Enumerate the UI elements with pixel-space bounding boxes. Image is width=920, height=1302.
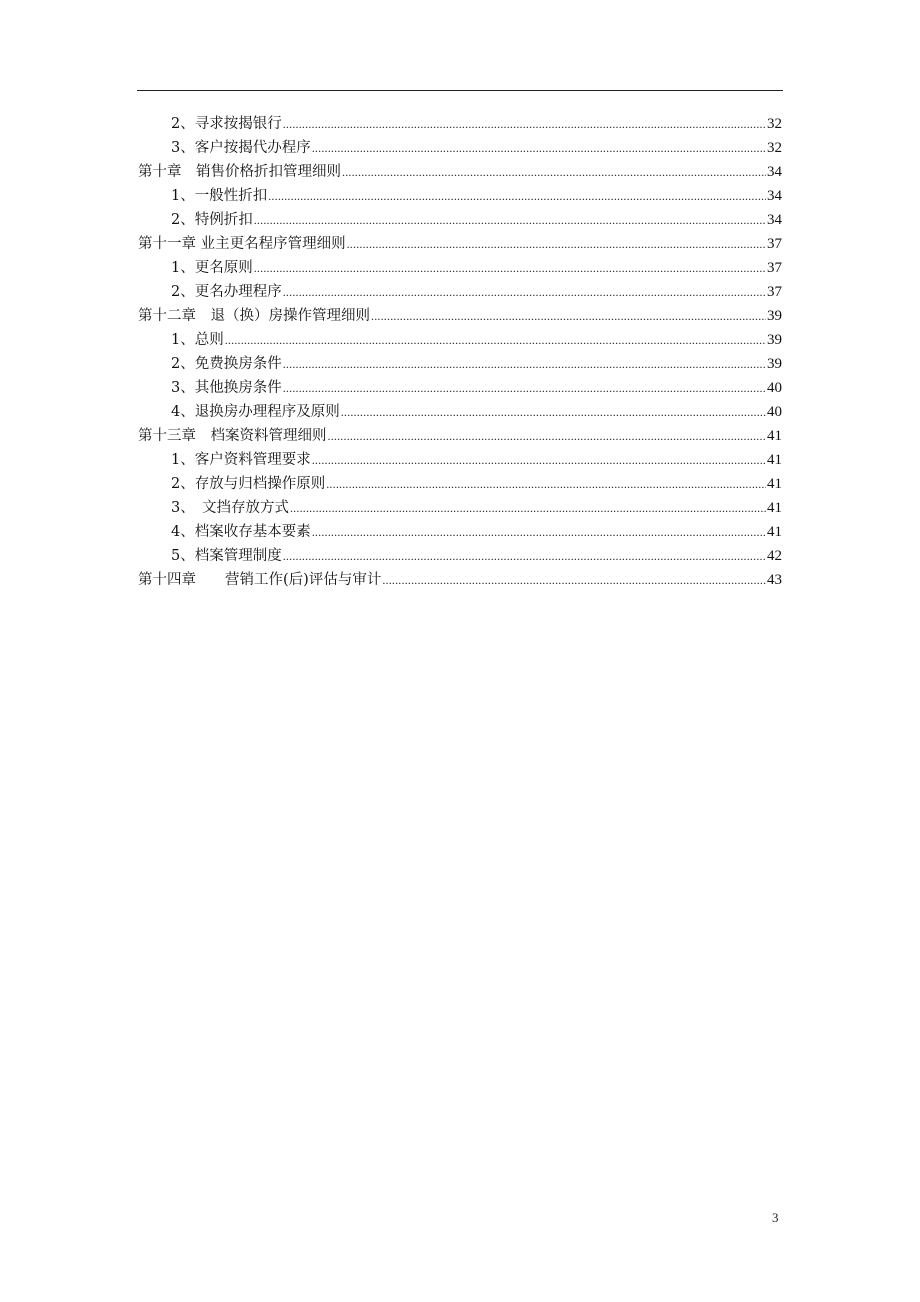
toc-entry-title: 1、一般性折扣 [171,188,268,204]
toc-entry-page: 41 [767,500,782,516]
toc-entry-page: 39 [767,356,782,372]
toc-leader-dots [326,472,766,496]
toc-entry-title: 5、档案管理制度 [171,548,282,564]
toc-leader-dots [290,496,766,520]
toc-leader-dots [283,352,766,376]
toc-entry[interactable] [138,376,782,400]
toc-entry[interactable] [138,112,782,136]
toc-leader-dots [225,328,766,352]
toc-leader-dots [283,112,766,136]
toc-leader-dots [254,256,766,280]
toc-entry[interactable] [138,352,782,376]
toc-entry-title: 第十四章 营销工作(后)评估与审计 [138,572,382,588]
toc-entry[interactable] [138,280,782,304]
toc-entry-title: 2、免费换房条件 [171,356,282,372]
toc-entry-page: 43 [767,572,782,588]
toc-entry[interactable] [138,184,782,208]
toc-entry-title: 1、总则 [171,332,224,348]
toc-chapter-entry[interactable] [138,160,782,184]
toc-leader-dots [382,568,766,592]
toc-chapter-entry[interactable] [138,304,782,328]
toc-entry-title: 1、客户资料管理要求 [171,452,311,468]
toc-entry-title: 1、更名原则 [171,260,253,276]
toc-entry-page: 39 [767,332,782,348]
toc-chapter-entry[interactable] [138,232,782,256]
toc-entry-title: 4、退换房办理程序及原则 [171,404,340,420]
toc-leader-dots [268,184,766,208]
toc-entry-page: 41 [767,428,782,444]
toc-entry[interactable] [138,208,782,232]
toc-leader-dots [328,424,767,448]
toc-leader-dots [371,304,766,328]
toc-chapter-entry[interactable] [138,424,782,448]
toc-entry-page: 37 [767,236,782,252]
toc-entry-page: 37 [767,260,782,276]
page-number: 3 [772,1210,779,1225]
toc-entry-title: 4、档案收存基本要素 [171,524,311,540]
toc-leader-dots [341,400,766,424]
toc-entry[interactable] [138,256,782,280]
toc-leader-dots [254,208,766,232]
toc-entry-page: 34 [767,164,782,180]
toc-entry-title: 第十一章 业主更名程序管理细则 [138,236,346,252]
toc-entry-title: 2、特例折扣 [171,212,253,228]
toc-entry-page: 41 [767,524,782,540]
toc-entry-title: 2、存放与归档操作原则 [171,476,326,492]
toc-entry-title: 2、更名办理程序 [171,284,282,300]
toc-leader-dots [283,280,766,304]
toc-leader-dots [342,160,766,184]
toc-leader-dots [283,376,766,400]
toc-entry-page: 40 [767,380,782,396]
toc-entry-page: 42 [767,548,782,564]
toc-entry-title: 2、寻求按揭银行 [171,116,282,132]
toc-leader-dots [347,232,766,256]
toc-entry[interactable] [138,520,782,544]
toc-entry[interactable] [138,448,782,472]
toc-entry-title: 第十章 销售价格折扣管理细则 [138,164,341,180]
toc-entry-page: 34 [767,188,782,204]
toc-entry[interactable] [138,328,782,352]
toc-entry[interactable] [138,136,782,160]
toc-entry-page: 37 [767,284,782,300]
toc-leader-dots [312,448,766,472]
toc-entry-title: 3、 文挡存放方式 [171,500,289,516]
toc-entry-title: 3、其他换房条件 [171,380,282,396]
toc-entry-title: 3、客户按揭代办程序 [171,140,311,156]
toc-chapter-entry[interactable] [138,568,782,592]
toc-entry[interactable] [138,496,782,520]
toc-entry-page: 41 [767,452,782,468]
toc-entry-page: 41 [767,476,782,492]
toc-leader-dots [312,136,766,160]
toc-entry-page: 39 [767,308,782,324]
toc-leader-dots [283,544,766,568]
toc-entry-title: 第十二章 退（换）房操作管理细则 [138,308,370,324]
toc-entry-title: 第十三章 档案资料管理细则 [138,428,327,444]
toc-entry-page: 34 [767,212,782,228]
toc-entry[interactable] [138,472,782,496]
toc-entry-page: 40 [767,404,782,420]
header-rule [137,90,783,91]
table-of-contents [138,112,782,592]
toc-entry-page: 32 [767,140,782,156]
toc-entry[interactable] [138,400,782,424]
toc-entry-page: 32 [767,116,782,132]
toc-leader-dots [312,520,766,544]
toc-entry[interactable] [138,544,782,568]
